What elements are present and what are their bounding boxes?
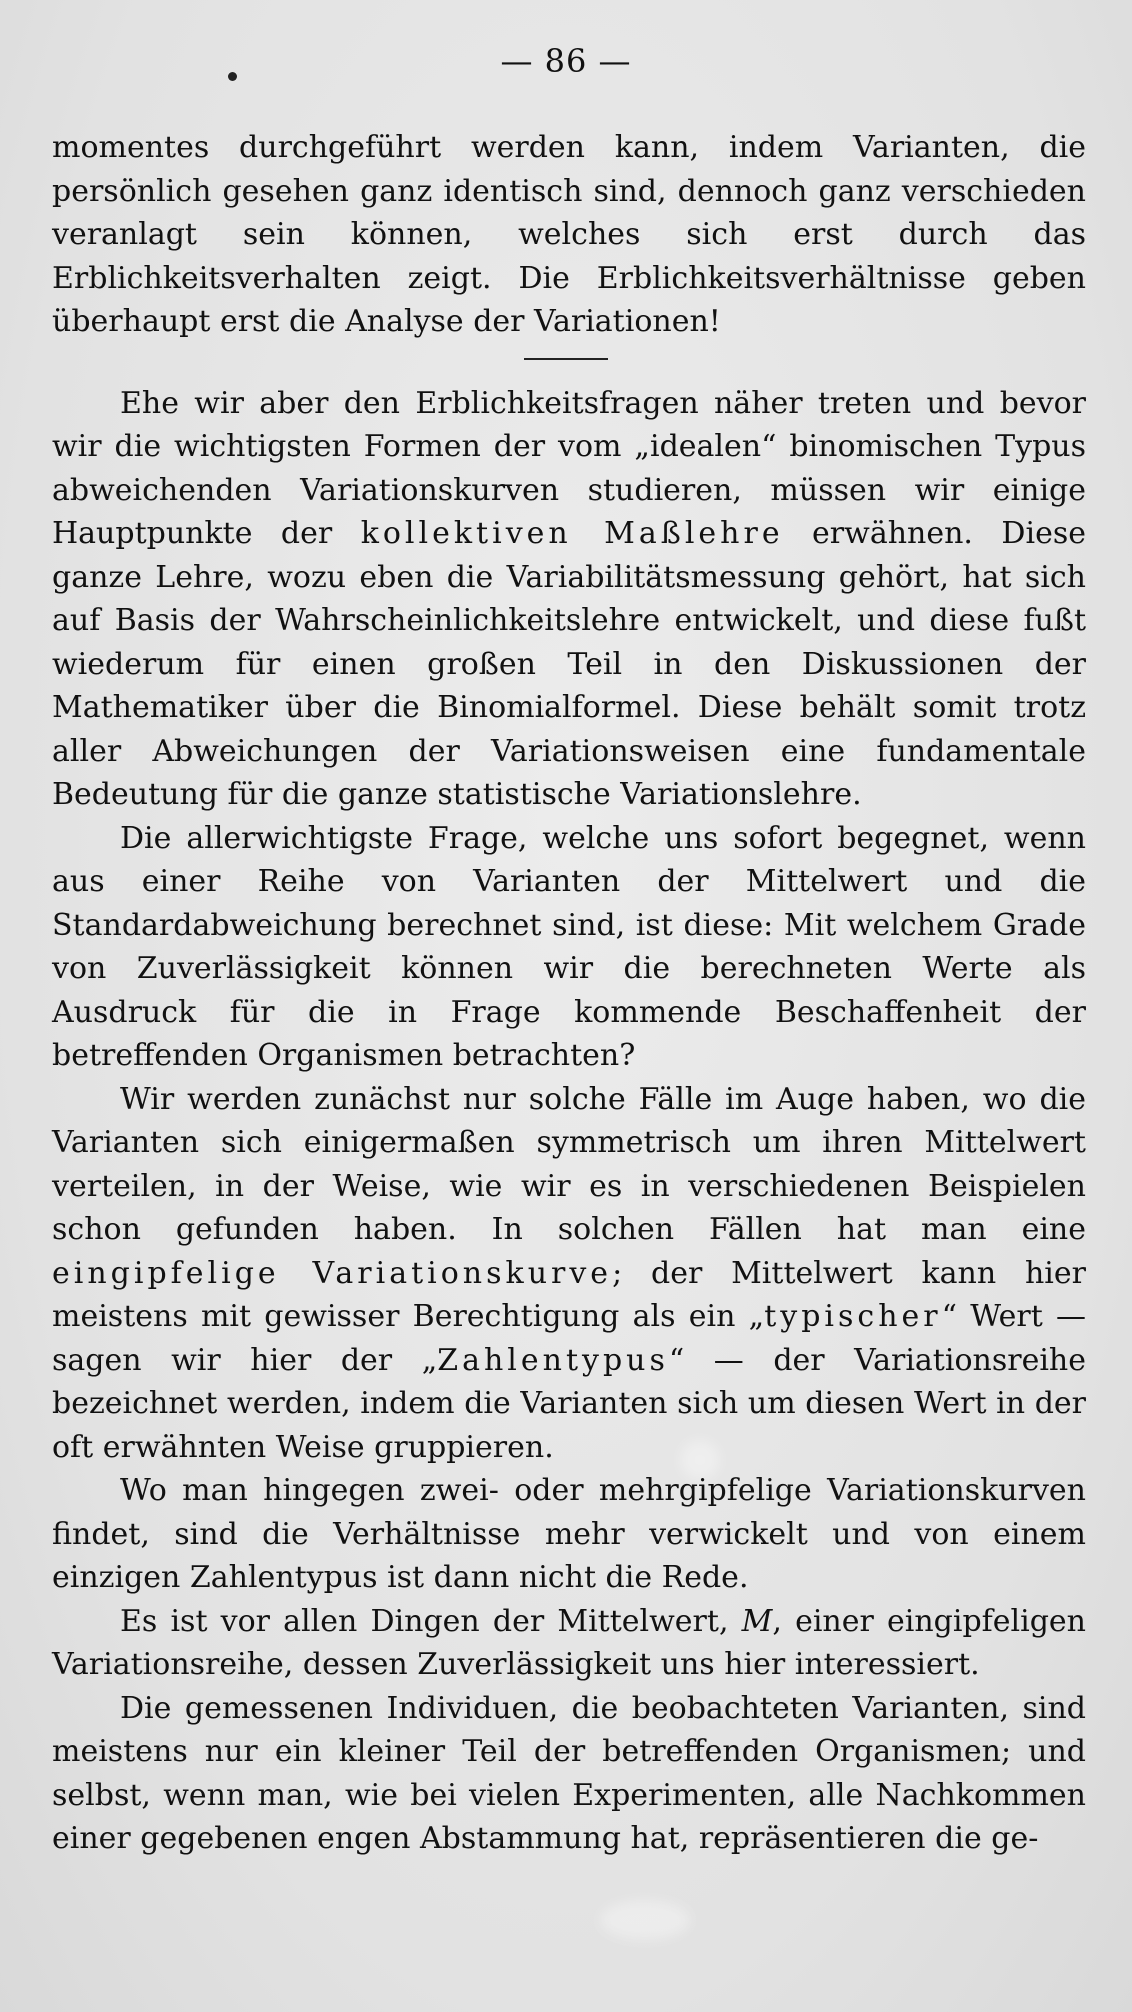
paragraph-6 bbox=[52, 1600, 1086, 1687]
paragraph-2-text: Ehe wir aber den Erblichkeitsfragen näher treten und bevor wir die wichtigsten Formen der vom „idealen“ binomischen Typus abweichenden Variationskurven studieren, müssen wir einige Hauptpunkte der bbox=[52, 385, 1086, 551]
body-text bbox=[52, 126, 1086, 1861]
section-divider bbox=[524, 358, 608, 360]
paragraph-4-text: ; der Mittelwert kann hier meistens mit gewisser Berechtigung als ein „ bbox=[52, 1255, 1086, 1334]
paragraph-4-text: Wir werden zunächst nur solche Fälle im Auge haben, wo die Varianten sich einigermaßen symmetrisch um ihren Mittelwert verteilen, in der Weise, wie wir es in verschiedenen Beispielen schon gefunden haben. In solchen Fällen hat man eine bbox=[52, 1081, 1086, 1247]
paragraph-1: momentes durchgeführt werden kann, indem Varianten, die persönlich gesehen ganz identisch sind, dennoch ganz verschieden veranlagt sein können, welches sich erst durch das Erblichkeitsverhalten zeigt. Die Erblichkeitsverhältnisse geben überhaupt erst die Analyse der Variationen! bbox=[52, 130, 1086, 339]
paragraph-4-text: “ — der Variationsreihe bezeichnet werden, indem die Varianten sich um diesen Wert in der oft erwähnten Weise gruppieren. bbox=[52, 1342, 1086, 1465]
paragraph-6-text: , einer eingipfeligen Variationsreihe, dessen Zuverlässigkeit uns hier interessiert. bbox=[52, 1603, 1086, 1682]
paragraph-6-text: Es ist vor allen Dingen der Mittelwert, bbox=[120, 1603, 742, 1639]
emphasis-kollektive-masslehre: kollektiven Maßlehre bbox=[360, 516, 784, 551]
page-number: — 86 — bbox=[500, 42, 632, 80]
scan-smudge bbox=[600, 1900, 690, 1940]
symbol-m: M bbox=[741, 1603, 773, 1639]
paragraph-4-text: “ Wert — sagen wir hier der „ bbox=[52, 1299, 1086, 1378]
paragraph-3: Die allerwichtigste Frage, welche uns sofort begegnet, wenn aus einer Reihe von Varianten der Mittelwert und die Standardabweichung berechnet sind, ist diese: Mit welchem Grade von Zuverlässigkeit können wir die berechneten Werte als Ausdruck für die in Frage kommende Beschaffenheit der betreffenden Organismen betrachten? bbox=[52, 820, 1086, 1073]
paragraph-4 bbox=[52, 1078, 1086, 1470]
paragraph-5: Wo man hingegen zwei- oder mehrgipfelige Variationskurven findet, sind die Verhältnisse mehr verwickelt und von einem einzigen Zahlentypus ist dann nicht die Rede. bbox=[52, 1473, 1086, 1595]
emphasis-eingipfelige-variationskurve: eingipfelige Variationskurve bbox=[52, 1255, 613, 1291]
paragraph-2 bbox=[52, 382, 1086, 817]
emphasis-typischer: typischer bbox=[764, 1299, 942, 1334]
emphasis-zahlentypus: Zahlentypus bbox=[437, 1342, 669, 1378]
paragraph-7: Die gemessenen Individuen, die beobachteten Varianten, sind meistens nur ein kleiner Teil der betreffenden Organismen; und selbst, wenn man, wie bei vielen Experimenten, alle Nachkommen einer gegebenen engen Abstammung hat, repräsentieren die ge- bbox=[52, 1690, 1086, 1856]
paragraph-2-text: erwähnen. Diese ganze Lehre, wozu eben die Variabilitätsmessung gehört, hat sich auf Basis der Wahrscheinlichkeitslehre entwickelt, und diese fußt wiederum für einen großen Teil in den Diskussionen der Mathematiker über die Binomialformel. Diese behält somit trotz aller Abweichungen der Variationsweisen eine fundamentale Bedeutung für die ganze statistische Variationslehre. bbox=[52, 516, 1086, 812]
